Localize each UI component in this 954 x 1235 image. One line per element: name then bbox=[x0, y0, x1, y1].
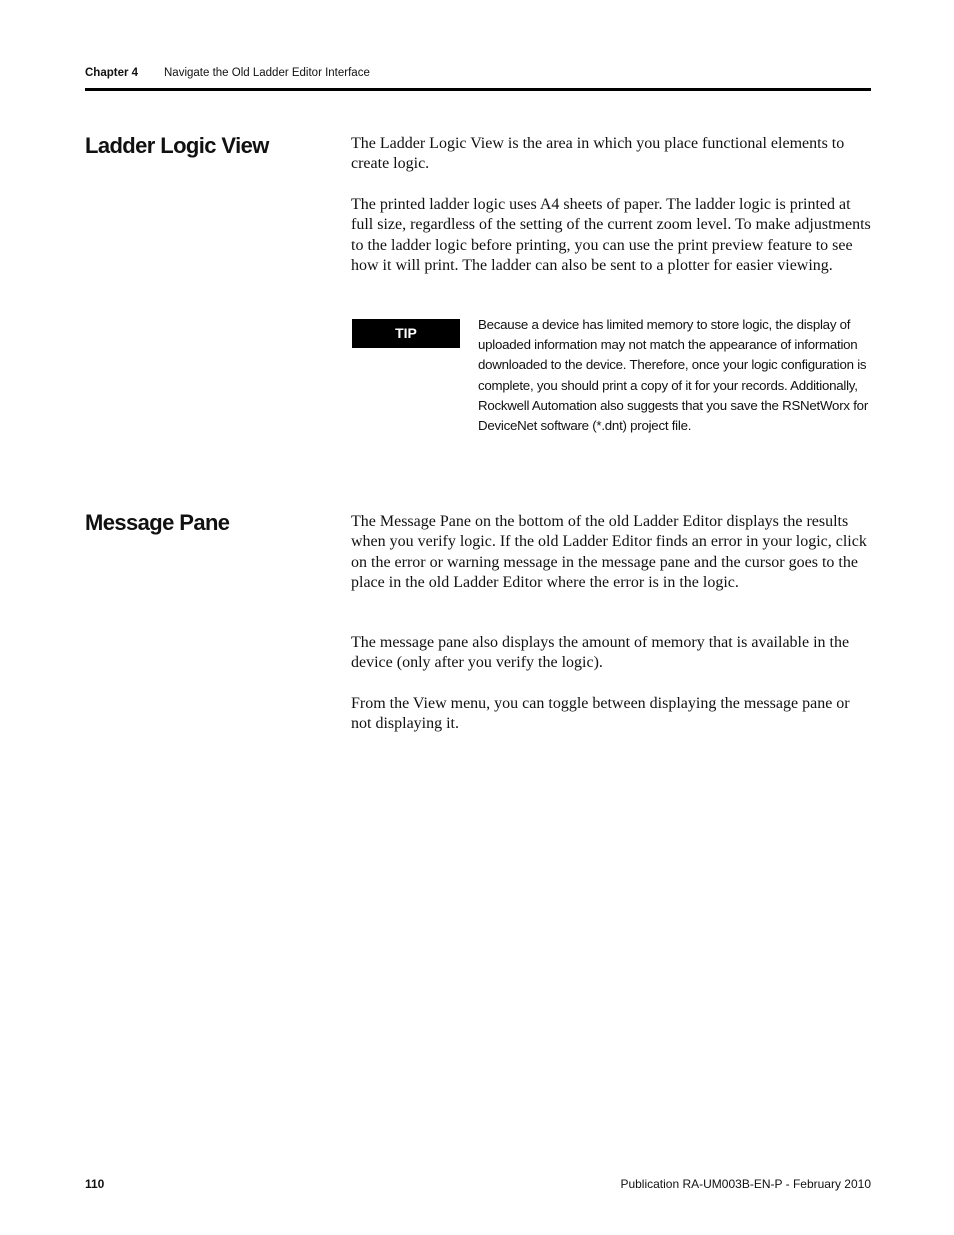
paragraph: The message pane also displays the amount of memory that is available in the device (only after you verify the logic). bbox=[351, 634, 850, 672]
chapter-title: Navigate the Old Ladder Editor Interface bbox=[164, 67, 370, 79]
paragraph: The Ladder Logic View is the area in which you place functional elements to create logic. bbox=[351, 135, 845, 173]
header-divider bbox=[85, 88, 871, 91]
page-number: 110 bbox=[85, 1177, 105, 1191]
publication-info: Publication RA-UM003B-EN-P - February 2010 bbox=[620, 1177, 871, 1191]
tip-text: Because a device has limited memory to store logic, the display of uploaded information may not match the appearance of information downloaded to the device. Therefore, once your logic configuration is complete, you should print a copy of it for your records. Additionally, Rockwell Automation also suggests that you save the RSNetWorx for DeviceNet software (*.dnt) project file. bbox=[478, 317, 868, 434]
section-heading: Ladder Logic View bbox=[85, 133, 269, 158]
section-heading: Message Pane bbox=[85, 510, 230, 535]
tip-label: TIP bbox=[352, 319, 460, 348]
chapter-label: Chapter 4 bbox=[85, 67, 139, 79]
paragraph: From the View menu, you can toggle between displaying the message pane or not displaying it. bbox=[351, 695, 850, 733]
paragraph: The printed ladder logic uses A4 sheets of paper. The ladder logic is printed at full size, regardless of the setting of the current zoom level. To make adjustments to the ladder logic before printing, you can use the print preview feature to see how it will print. The ladder can also be sent to a plotter for easier viewing. bbox=[351, 196, 871, 274]
paragraph: The Message Pane on the bottom of the old Ladder Editor displays the results when you verify logic. If the old Ladder Editor finds an error in your logic, click on the error or warning message in the message pane and the cursor goes to the place in the old Ladder Editor where the error is in the logic. bbox=[351, 513, 867, 591]
